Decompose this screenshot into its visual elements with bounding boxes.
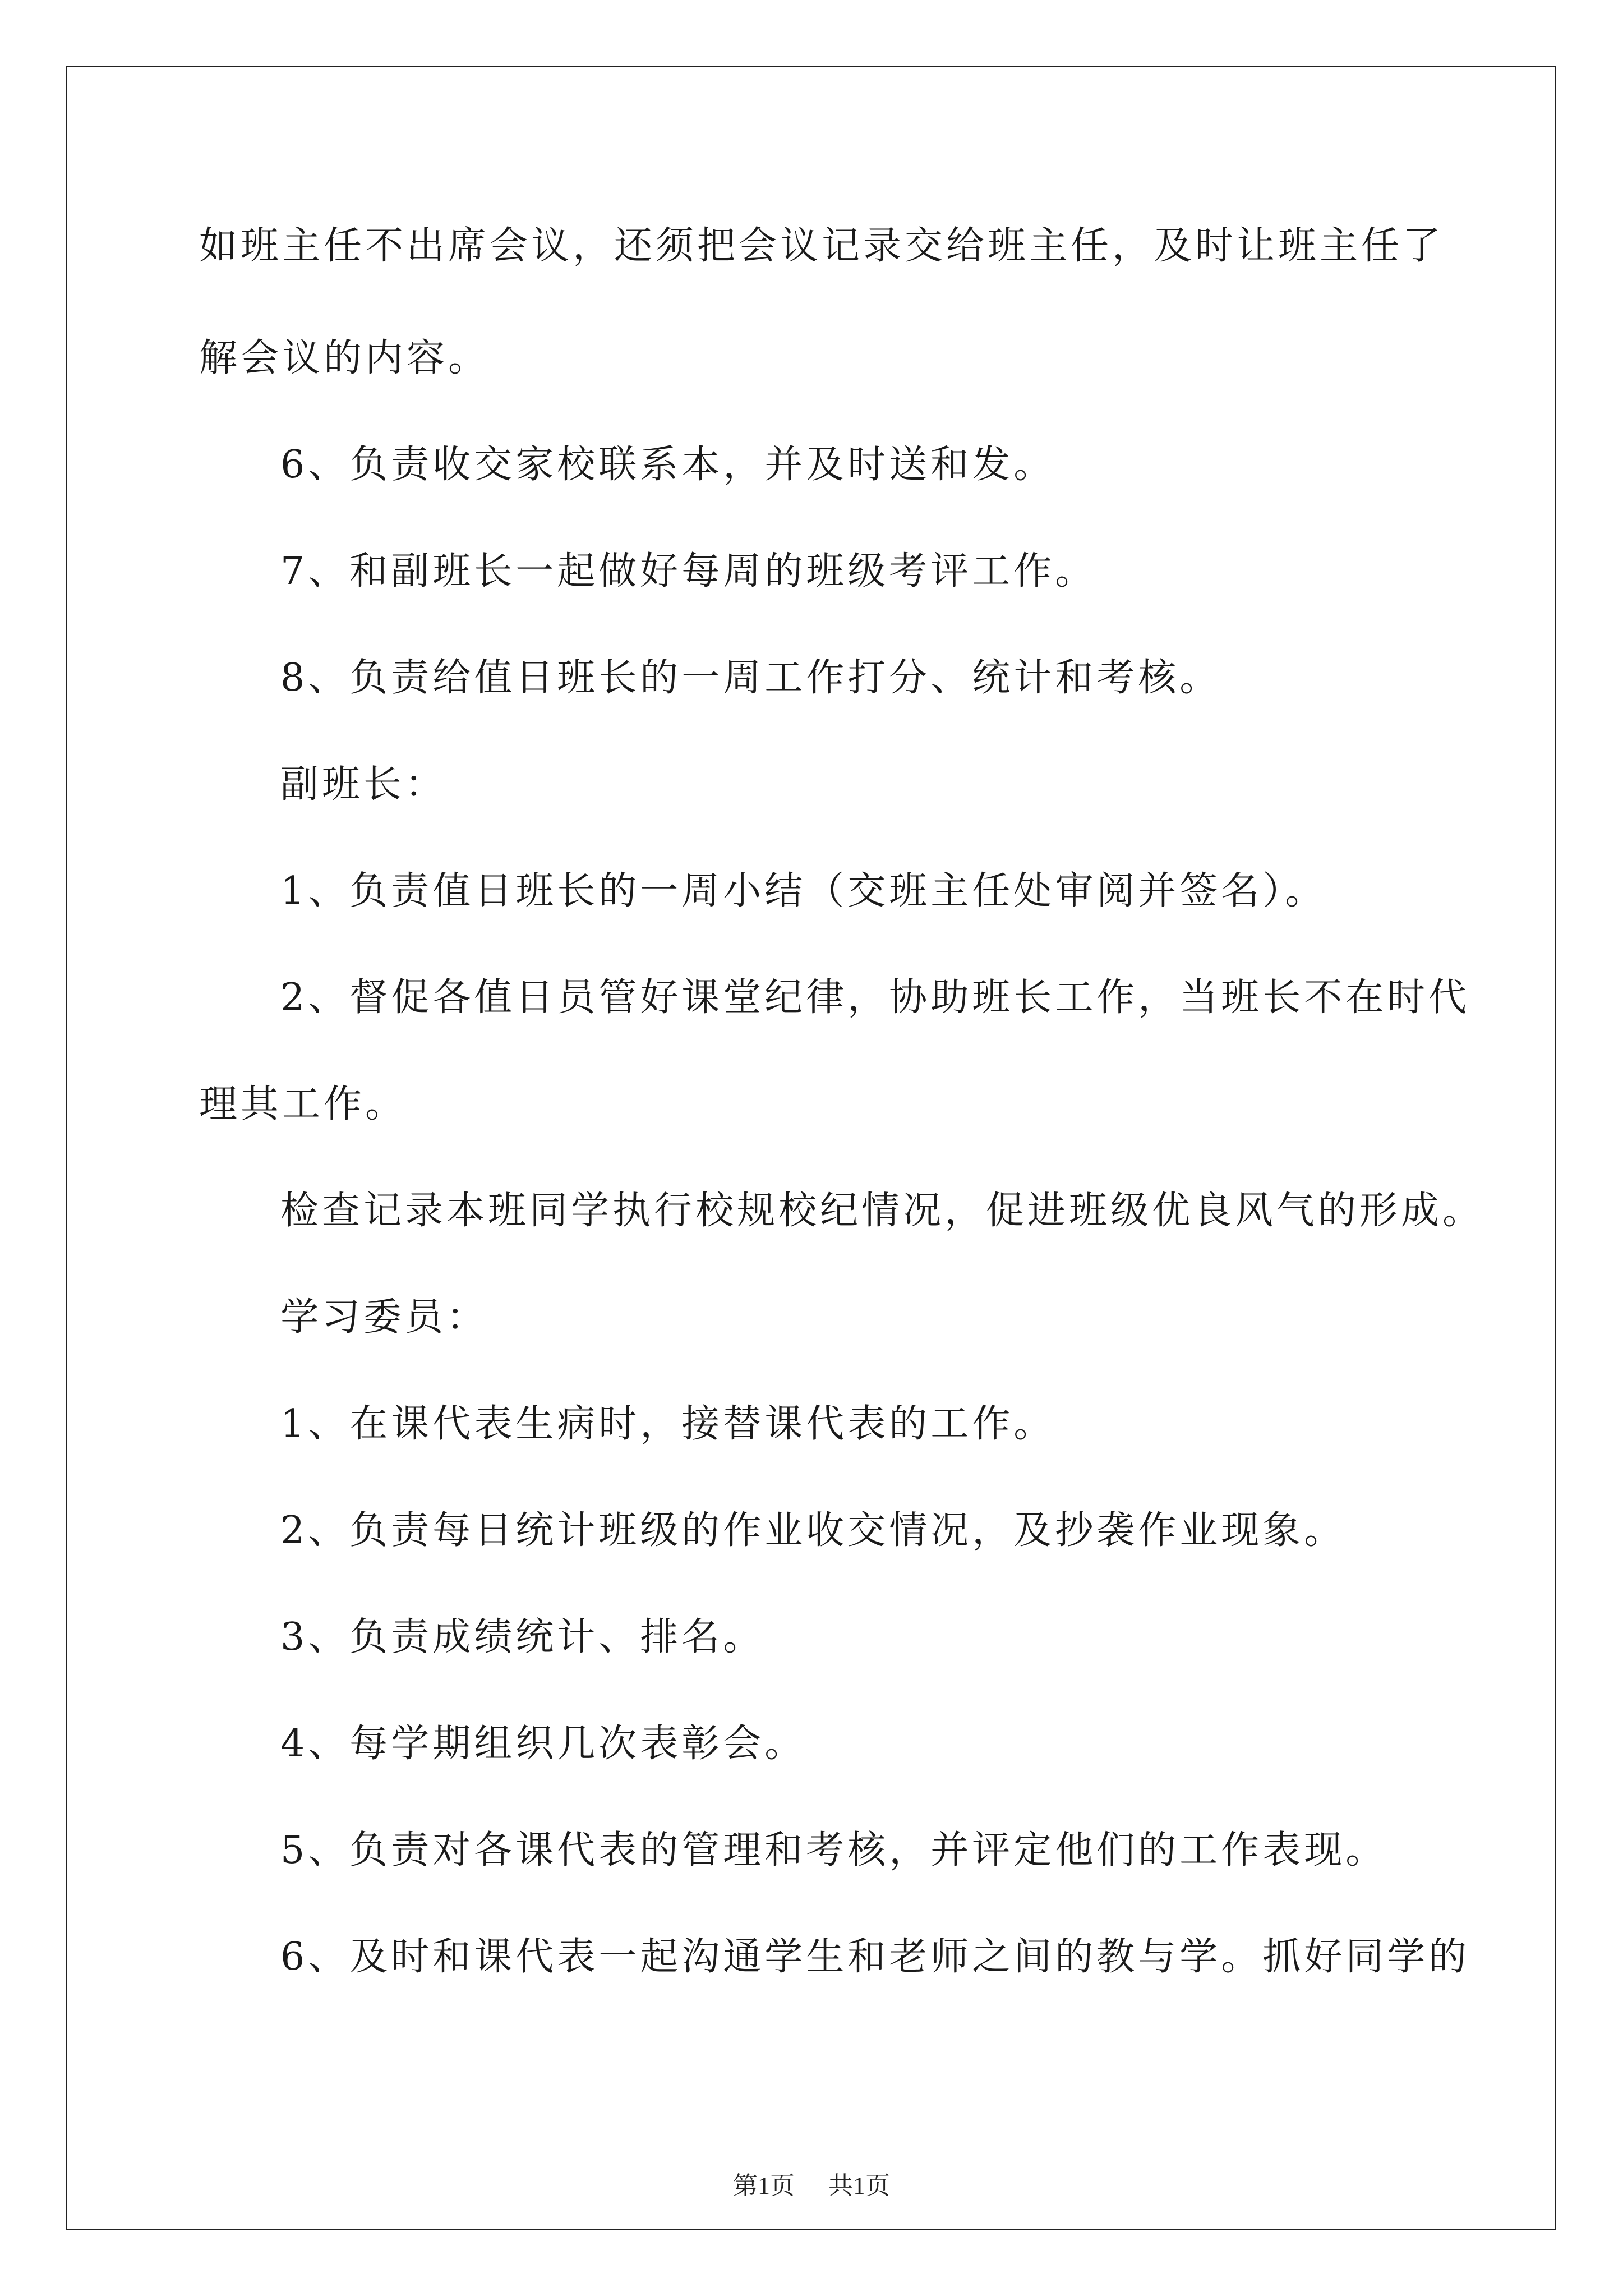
text-line: 4、每学期组织几次表彰会。 bbox=[280, 1722, 806, 1766]
text-line: 6、及时和课代表一起沟通学生和老师之间的教与学。抓好同学的 bbox=[280, 1935, 1470, 1979]
text-line: 6、负责收交家校联系本，并及时送和发。 bbox=[280, 443, 1055, 487]
text-line: 如班主任不出席会议，还须把会议记录交给班主任，及时让班主任了 bbox=[199, 224, 1445, 268]
text-line: 5、负责对各课代表的管理和考核，并评定他们的工作表现。 bbox=[280, 1828, 1387, 1872]
section-heading: 学习委员： bbox=[280, 1295, 488, 1340]
text-line: 7、和副班长一起做好每周的班级考评工作。 bbox=[280, 549, 1097, 593]
text-line: 1、负责值日班长的一周小结（交班主任处审阅并签名）。 bbox=[280, 869, 1327, 913]
page-footer bbox=[0, 2165, 1623, 2201]
text-line: 2、负责每日统计班级的作业收交情况，及抄袭作业现象。 bbox=[280, 1508, 1346, 1553]
text-line: 1、在课代表生病时，接替课代表的工作。 bbox=[280, 1402, 1055, 1446]
text-line: 8、负责给值日班长的一周工作打分、统计和考核。 bbox=[280, 656, 1221, 700]
page-total: 共1页 bbox=[828, 2172, 890, 2200]
text-line: 检查记录本班同学执行校规校纪情况，促进班级优良风气的形成。 bbox=[280, 1189, 1484, 1233]
page-number: 第1页 bbox=[733, 2172, 795, 2200]
text-line: 解会议的内容。 bbox=[199, 336, 490, 380]
text-line: 3、负责成绩统计、排名。 bbox=[280, 1615, 765, 1659]
text-line: 2、督促各值日员管好课堂纪律，协助班长工作，当班长不在时代 bbox=[280, 976, 1470, 1020]
text-line: 理其工作。 bbox=[199, 1082, 407, 1126]
page-border bbox=[66, 66, 1556, 2230]
section-heading: 副班长： bbox=[280, 762, 447, 807]
